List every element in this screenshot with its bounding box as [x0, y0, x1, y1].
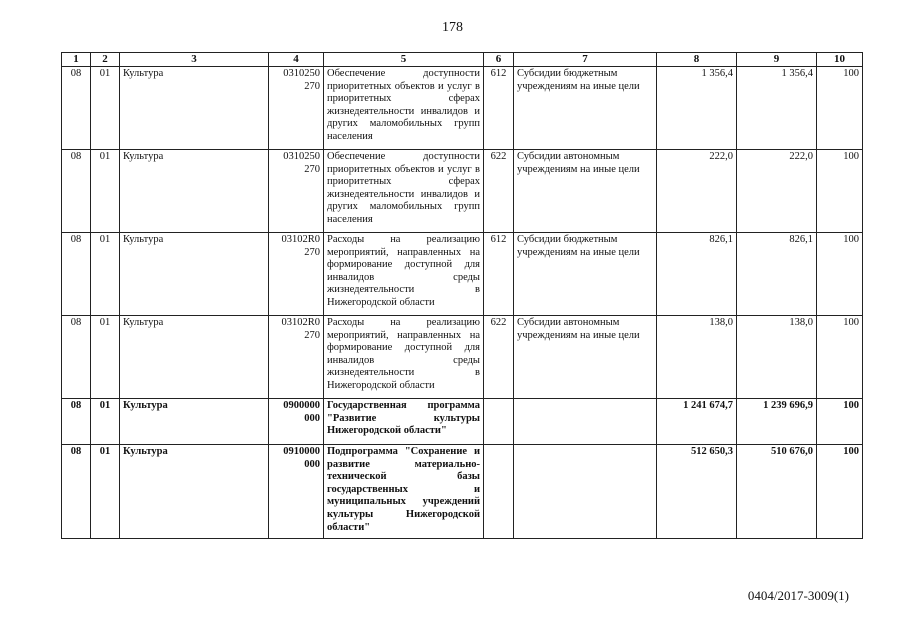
cell-description: Расходы на реализацию мероприятий, направленных на формирование доступной для инвалидов среды жизнедеятельности в Нижегородской области	[324, 233, 484, 316]
table-header-row	[62, 53, 863, 67]
column-header: 9	[737, 53, 817, 67]
cell-target-code: 0910000 000	[269, 445, 324, 539]
cell-subsection: 01	[91, 233, 120, 316]
cell-name: Культура	[120, 233, 269, 316]
cell-expense-name: Субсидии бюджетным учреждениям на иные цели	[514, 233, 657, 316]
cell-subsection: 01	[91, 445, 120, 539]
cell-actual: 222,0	[737, 150, 817, 233]
cell-description: Государственная программа "Развитие культуры Нижегородской области"	[324, 399, 484, 445]
column-header: 4	[269, 53, 324, 67]
cell-section: 08	[62, 445, 91, 539]
cell-expense-type: 622	[484, 150, 514, 233]
cell-percent: 100	[817, 399, 863, 445]
cell-name: Культура	[120, 316, 269, 399]
cell-actual: 1 356,4	[737, 67, 817, 150]
table-row	[62, 445, 863, 539]
cell-expense-name	[514, 445, 657, 539]
cell-expense-name: Субсидии автономным учреждениям на иные цели	[514, 150, 657, 233]
cell-name: Культура	[120, 150, 269, 233]
table-row	[62, 399, 863, 445]
table-row	[62, 150, 863, 233]
cell-subsection: 01	[91, 316, 120, 399]
cell-actual: 510 676,0	[737, 445, 817, 539]
cell-expense-type	[484, 445, 514, 539]
column-header: 8	[657, 53, 737, 67]
cell-section: 08	[62, 316, 91, 399]
table-row	[62, 316, 863, 399]
table-row	[62, 233, 863, 316]
cell-target-code: 03102R0 270	[269, 233, 324, 316]
cell-expense-type: 612	[484, 233, 514, 316]
cell-description: Расходы на реализацию мероприятий, направленных на формирование доступной для инвалидов среды жизнедеятельности в Нижегородской области	[324, 316, 484, 399]
column-header: 5	[324, 53, 484, 67]
cell-percent: 100	[817, 233, 863, 316]
cell-section: 08	[62, 399, 91, 445]
column-header: 2	[91, 53, 120, 67]
cell-expense-type: 612	[484, 67, 514, 150]
cell-actual: 1 239 696,9	[737, 399, 817, 445]
cell-plan: 826,1	[657, 233, 737, 316]
cell-section: 08	[62, 150, 91, 233]
cell-target-code: 0310250 270	[269, 67, 324, 150]
column-header: 1	[62, 53, 91, 67]
cell-target-code: 0900000 000	[269, 399, 324, 445]
cell-expense-type	[484, 399, 514, 445]
cell-subsection: 01	[91, 150, 120, 233]
cell-actual: 138,0	[737, 316, 817, 399]
cell-plan: 138,0	[657, 316, 737, 399]
cell-plan: 512 650,3	[657, 445, 737, 539]
cell-name: Культура	[120, 445, 269, 539]
cell-percent: 100	[817, 316, 863, 399]
cell-expense-name	[514, 399, 657, 445]
column-header: 7	[514, 53, 657, 67]
document-reference: 0404/2017-3009(1)	[747, 588, 849, 603]
cell-percent: 100	[817, 67, 863, 150]
cell-subsection: 01	[91, 67, 120, 150]
page-number: 178	[442, 20, 463, 35]
cell-percent: 100	[817, 445, 863, 539]
cell-plan: 1 356,4	[657, 67, 737, 150]
column-header: 6	[484, 53, 514, 67]
cell-subsection: 01	[91, 399, 120, 445]
cell-percent: 100	[817, 150, 863, 233]
cell-name: Культура	[120, 399, 269, 445]
cell-description: Обеспечение доступности приоритетных объектов и услуг в приоритетных сферах жизнедеятельности инвалидов и других маломобильных групп населения	[324, 67, 484, 150]
cell-target-code: 03102R0 270	[269, 316, 324, 399]
cell-actual: 826,1	[737, 233, 817, 316]
table-row	[62, 67, 863, 150]
cell-expense-type: 622	[484, 316, 514, 399]
cell-plan: 222,0	[657, 150, 737, 233]
cell-name: Культура	[120, 67, 269, 150]
cell-expense-name: Субсидии автономным учреждениям на иные цели	[514, 316, 657, 399]
cell-description: Подпрограмма "Сохранение и развитие материально-технической базы государственных и муниципальных учреждений культуры Нижегородской области"	[324, 445, 484, 539]
cell-expense-name: Субсидии бюджетным учреждениям на иные цели	[514, 67, 657, 150]
column-header: 10	[817, 53, 863, 67]
cell-plan: 1 241 674,7	[657, 399, 737, 445]
cell-section: 08	[62, 67, 91, 150]
budget-table	[61, 52, 863, 539]
cell-description: Обеспечение доступности приоритетных объектов и услуг в приоритетных сферах жизнедеятельности инвалидов и других маломобильных групп населения	[324, 150, 484, 233]
column-header: 3	[120, 53, 269, 67]
cell-section: 08	[62, 233, 91, 316]
cell-target-code: 0310250 270	[269, 150, 324, 233]
